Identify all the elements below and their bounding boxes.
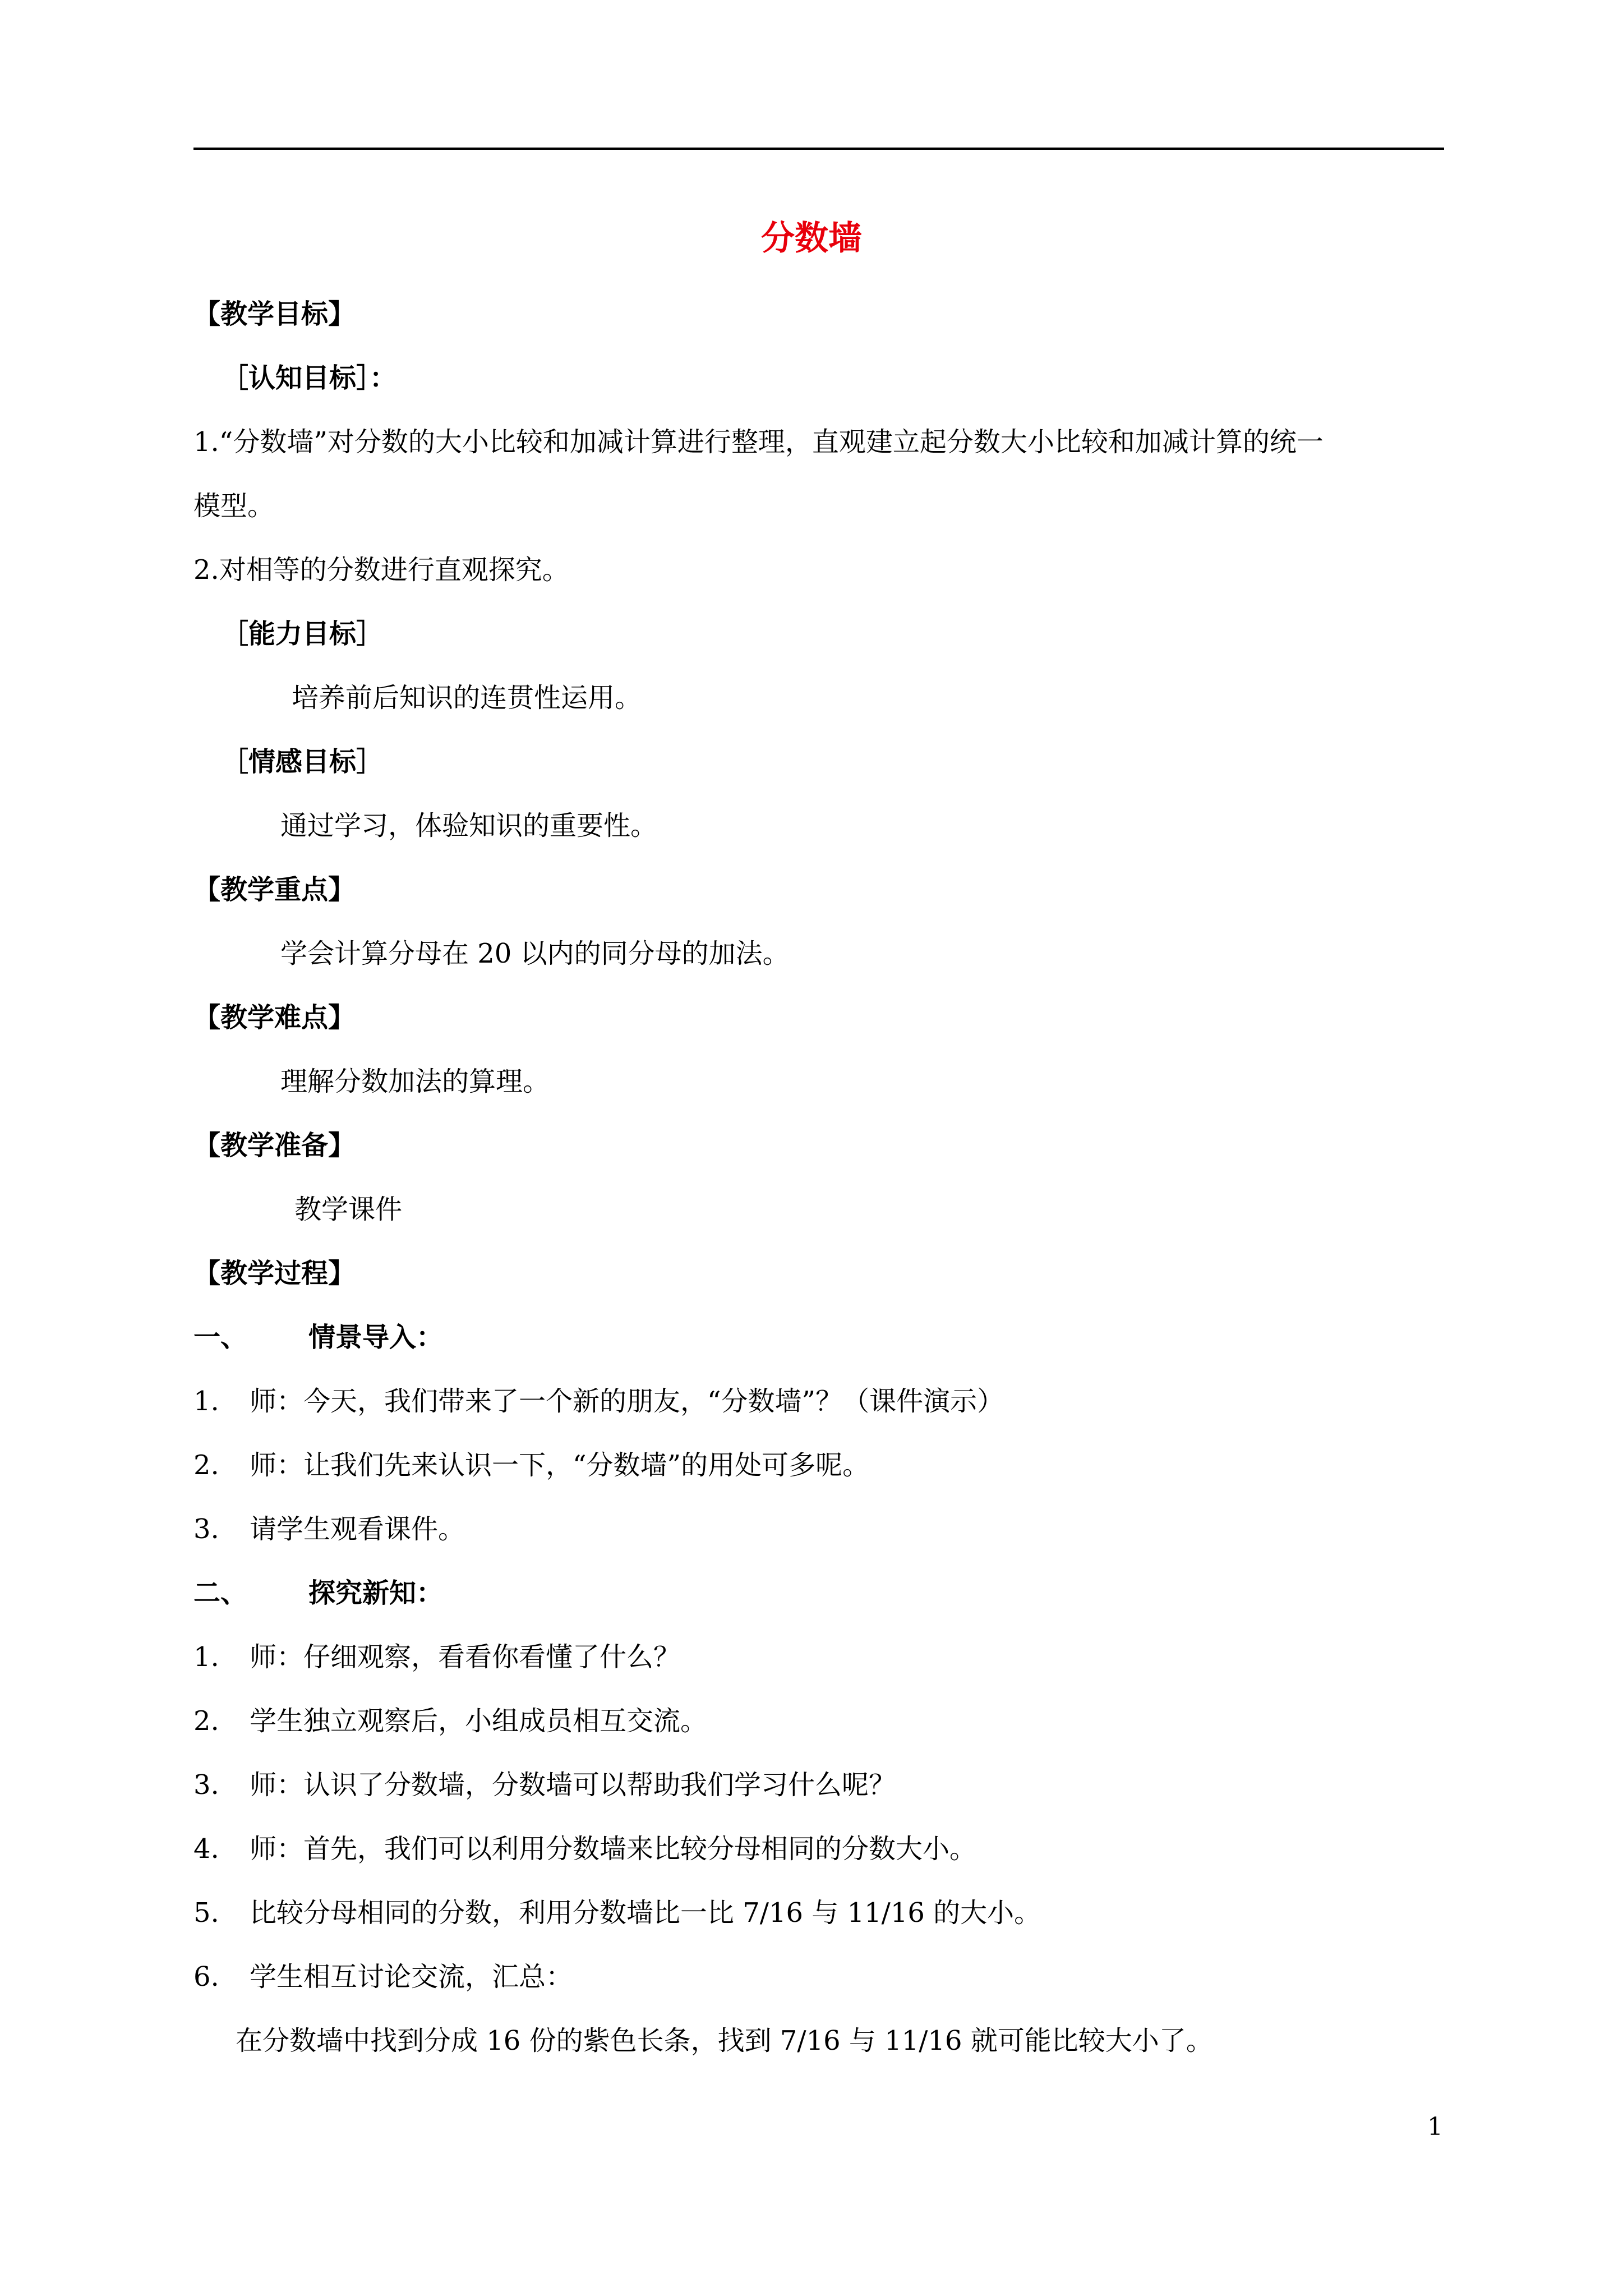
list-item (193, 1959, 573, 1995)
list-item-text: 师：仔细观察，看看你看懂了什么？ (250, 1641, 681, 1673)
list-item-number: 4. (193, 1833, 219, 1865)
list-item-number: 3. (193, 1513, 219, 1545)
list-item-text: 师：认识了分数墙，分数墙可以帮助我们学习什么呢？ (250, 1769, 896, 1801)
list-item (193, 1703, 707, 1739)
list-item-text: 学生独立观察后，小组成员相互交流。 (250, 1705, 708, 1737)
list-item-number: 6. (193, 1961, 219, 1993)
list-item (193, 1383, 1004, 1419)
difficulties-text: 理解分数加法的算理。 (280, 1066, 550, 1097)
list-item-number: 1. (193, 1641, 219, 1673)
page-number: 1 (1427, 2113, 1443, 2141)
list-item-number: 2. (193, 1450, 219, 1481)
header-rule (193, 148, 1444, 150)
list-item (193, 1831, 976, 1867)
key-points-text: 学会计算分母在 20 以内的同分母的加法。 (280, 938, 790, 969)
cognitive-item-2: 2.对相等的分数进行直观探究。 (193, 554, 569, 586)
list-item-text: 学生相互讨论交流，汇总： (250, 1961, 573, 1993)
list-item-text: 比较分母相同的分数，利用分数墙比一比 7/16 与 11/16 的大小。 (250, 1897, 1041, 1929)
list-item-number: 5. (193, 1897, 219, 1929)
process-heading: 【教学过程】 (193, 1258, 356, 1289)
ability-objectives-heading: ［能力目标］ (222, 618, 384, 650)
section-2-title: 探究新知： (308, 1577, 444, 1609)
list-item-text: 请学生观看课件。 (250, 1513, 465, 1545)
list-item-number: 1. (193, 1386, 219, 1417)
list-item-number: 2. (193, 1705, 219, 1737)
cognitive-item-1-line-1: 1.“分数墙”对分数的大小比较和加减计算进行整理，直观建立起分数大小比较和加减计算的统一 (193, 426, 1324, 458)
section-1-number: 一、 (193, 1322, 248, 1353)
section-2-heading (193, 1575, 443, 1611)
list-item (193, 1767, 896, 1803)
cognitive-objectives-heading: ［认知目标］： (222, 362, 397, 394)
list-item-text: 师：让我们先来认识一下，“分数墙”的用处可多呢。 (250, 1450, 870, 1481)
cognitive-item-1-line-2: 模型。 (193, 490, 275, 522)
objectives-heading: 【教学目标】 (193, 298, 356, 330)
key-points-heading: 【教学重点】 (193, 874, 356, 905)
list-item (193, 1639, 680, 1675)
difficulties-heading: 【教学难点】 (193, 1002, 356, 1033)
preparation-text: 教学课件 (294, 1194, 403, 1225)
page-title: 分数墙 (761, 219, 862, 258)
section-1-title: 情景导入： (308, 1322, 444, 1353)
list-item (193, 1447, 869, 1483)
list-item-text: 师：首先，我们可以利用分数墙来比较分母相同的分数大小。 (250, 1833, 977, 1865)
emotion-objectives-heading: ［情感目标］ (222, 746, 384, 777)
list-item-text: 师：今天，我们带来了一个新的朋友，“分数墙”？（课件演示） (250, 1386, 1004, 1417)
list-item (193, 1895, 1041, 1931)
ability-objectives-text: 培养前后知识的连贯性运用。 (292, 682, 642, 714)
list-item (193, 1511, 465, 1547)
section-1-heading (193, 1319, 443, 1355)
list-item-number: 3. (193, 1769, 219, 1801)
emotion-objectives-text: 通过学习，体验知识的重要性。 (280, 810, 658, 841)
section-2-summary: 在分数墙中找到分成 16 份的紫色长条，找到 7/16 与 11/16 就可能比较大小了。 (236, 2025, 1213, 2056)
section-2-number: 二、 (193, 1577, 248, 1609)
preparation-heading: 【教学准备】 (193, 1130, 356, 1161)
